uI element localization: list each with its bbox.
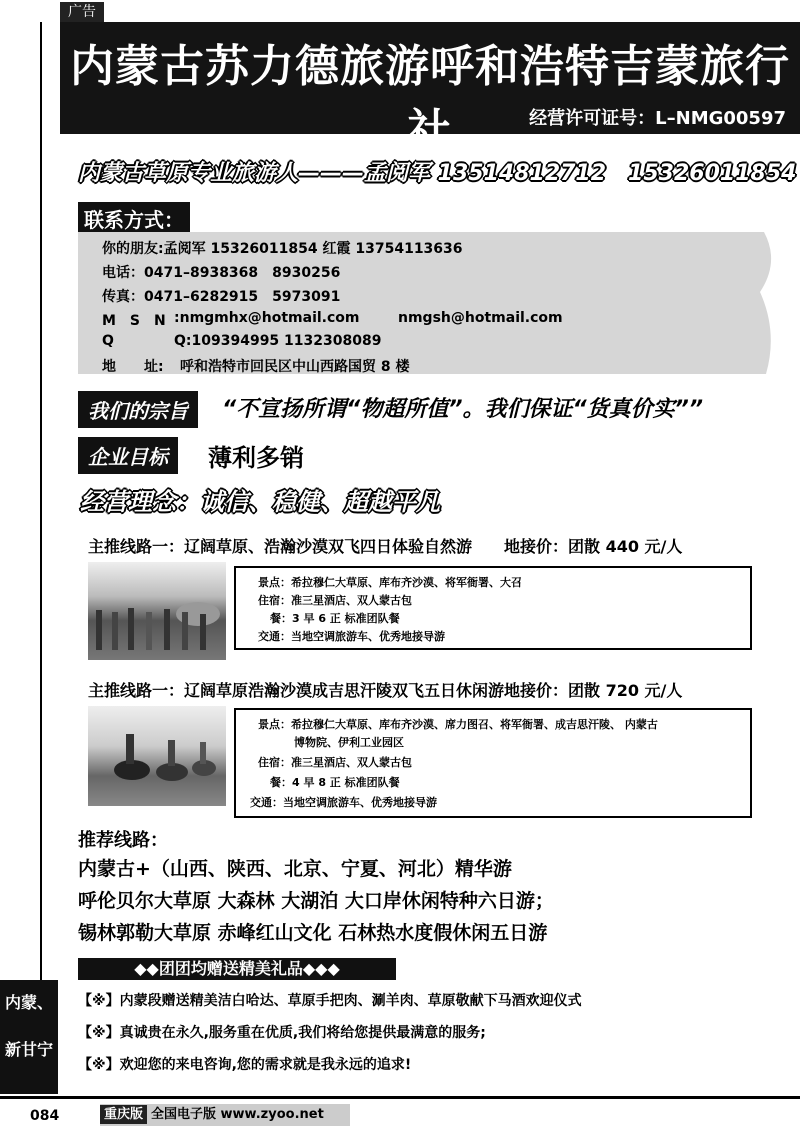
recommended-route-3: 锡林郭勒大草原 赤峰红山文化 石林热水度假休闲五日游 <box>78 922 548 944</box>
side-tab-line-2: 新甘宁 <box>4 1040 53 1059</box>
contact-friend: 你的朋友:孟阅军 15326011854 红霞 13754113636 <box>102 241 463 257</box>
license-number: 经营许可证号：L–NMG00597 <box>529 108 786 129</box>
contact-address: 呼和浩特市回民区中山西路国贸 8 楼 <box>180 359 410 375</box>
route-2-transport: 交通：当地空调旅游车、优秀地接导游 <box>250 796 437 809</box>
goal-text: 薄利多销 <box>208 444 304 472</box>
left-rule <box>40 22 42 980</box>
recommended-route-1: 内蒙古+（山西、陕西、北京、宁夏、河北）精华游 <box>78 858 512 880</box>
agency-title: 内蒙古苏力德旅游呼和浩特吉蒙旅行社 <box>70 41 790 156</box>
route-2-meals: 餐：4 早 8 正 标准团队餐 <box>270 776 400 789</box>
contact-address-label: 地 址: <box>102 359 164 375</box>
mission-text: “不宣扬所谓“物超所值”。我们保证“货真价实”” <box>222 397 704 422</box>
goal-label: 企业目标 <box>78 437 178 474</box>
contact-msn-1[interactable]: :nmgmhx@hotmail.com <box>174 310 360 326</box>
grassland-dancers-image <box>88 562 226 660</box>
contact-msn-label: M S N <box>102 313 166 329</box>
region-side-tab <box>0 980 58 1094</box>
route-2-attractions: 景点：希拉穆仁大草原、库布齐沙漠、席力图召、将军衙署、成吉思汗陵、 内蒙古 <box>258 718 658 731</box>
contact-label: 联系方式： <box>78 202 190 235</box>
route-1-title: 主推线路一：辽阔草原、浩瀚沙漠双飞四日体验自然游 地接价：团散 440 元/人 <box>88 537 683 556</box>
route-2-attractions-cont: 博物院、伊利工业园区 <box>294 736 404 749</box>
footer-edition-box <box>100 1104 350 1126</box>
gift-item-2: 【※】真诚贵在永久,服务重在优质,我们将给您提供最满意的服务; <box>78 1025 486 1041</box>
gift-item-3: 【※】欢迎您的来电咨询,您的需求就是我永远的追求! <box>78 1057 412 1073</box>
route-1-attractions: 景点：希拉穆仁大草原、库布齐沙漠、将军衙署、大召 <box>258 576 522 589</box>
route-1-lodging: 住宿：准三星酒店、双人蒙古包 <box>258 594 412 607</box>
recommended-label: 推荐线路： <box>78 830 168 851</box>
contact-qq-label: Q <box>102 333 114 349</box>
horse-riders-image <box>88 706 226 806</box>
business-philosophy: 经营理念：诚信、稳健、超越平凡 <box>80 488 440 516</box>
contact-phone: 电话：0471–8938368 8930256 <box>102 265 341 281</box>
gift-label: ◆◆团团均赠送精美礼品◆◆◆ <box>78 958 396 980</box>
contact-msn-2[interactable]: nmgsh@hotmail.com <box>398 310 563 326</box>
torn-edge <box>750 232 790 374</box>
contact-qq: Q:109394995 1132308089 <box>174 333 382 349</box>
side-tab-line-1: 内蒙、 <box>4 993 53 1012</box>
edition-tag: 重庆版 <box>100 1105 147 1124</box>
contact-fax: 传真：0471–6282915 5973091 <box>102 289 341 305</box>
mission-label: 我们的宗旨 <box>78 391 198 428</box>
footer-rule <box>0 1096 800 1099</box>
gift-item-1: 【※】内蒙段赠送精美洁白哈达、草原手把肉、涮羊肉、草原敬献下马酒欢迎仪式 <box>78 993 582 1009</box>
slogan: 内蒙古草原专业旅游人———孟阅军 13514812712 15326011854 <box>78 161 797 186</box>
route-1-photo <box>88 562 226 660</box>
route-1-transport: 交通：当地空调旅游车、优秀地接导游 <box>258 630 445 643</box>
ad-tag: 广告 <box>60 2 104 22</box>
route-2-lodging: 住宿：准三星酒店、双人蒙古包 <box>258 756 412 769</box>
recommended-route-2: 呼伦贝尔大草原 大森林 大湖泊 大口岸休闲特种六日游； <box>78 890 554 912</box>
route-2-photo <box>88 706 226 806</box>
route-2-title: 主推线路一：辽阔草原浩瀚沙漠成吉思汗陵双飞五日休闲游地接价：团散 720 元/人 <box>88 681 683 700</box>
footer-site[interactable]: 全国电子版 www.zyoo.net <box>151 1107 324 1122</box>
route-1-meals: 餐：3 早 6 正 标准团队餐 <box>270 612 400 625</box>
page-number: 084 <box>30 1108 60 1124</box>
